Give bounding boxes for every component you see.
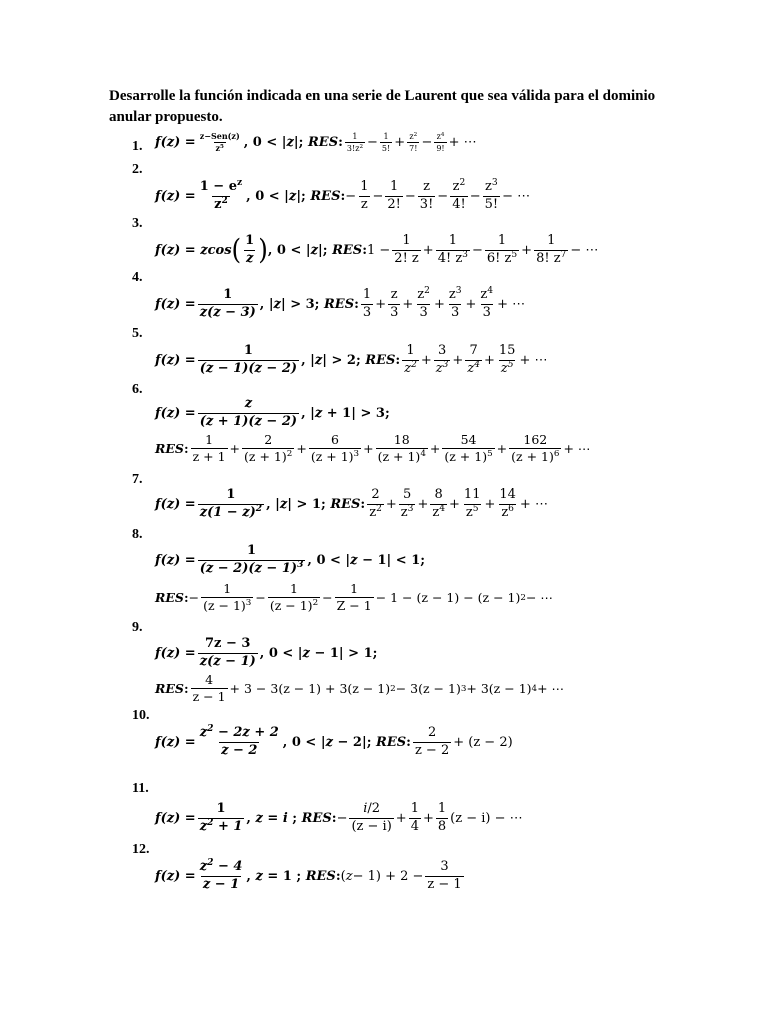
problem-12-equation: f(z) = $\frac{z^2 - 4}{z - 1}$ , z = 1 ; RES: ( z − 1) + 2 − $\frac{3}{z - 1}$ bbox=[155, 857, 462, 892]
problem-5-equation: f(z) = $\frac{1}{(z - 1)(z - 2)}$ , |z| > 2; RES: $\frac{1}{z^2}$ + $\frac{3}{z^3}$ + $\frac{7}{z^4}$ + $\frac{15}{z^5}$ + ⋯ bbox=[155, 343, 548, 376]
item-number: 11. bbox=[132, 781, 149, 796]
problem-6-result: RES : $\frac{1}{z + 1}$ + $\frac{2}{(z + 1)^2}$ + $\frac{6}{(z + 1)^3}$ + $\frac{18}{(z + 1)^4}$ + $\frac{54}{(z + 1)^5}$ + $\frac{162}{(z + 1)^6}$ + ⋯ bbox=[155, 432, 591, 465]
problem-2-equation: f(z) = $\frac{1 - e^z}{z^2}$ , 0 < |z|; RES: − $\frac{1}{z}$ − $\frac{1}{2!}$ − $\frac{z}{3!}$ − $\frac{z^2}{4!}$ − $\frac{z^3}{5!}$ − ⋯ bbox=[155, 177, 531, 212]
problem-7-equation: f(z) = $\frac{1}{z(1 - z)^2}$ , |z| > 1; RES: $\frac{2}{z^2}$ + $\frac{5}{z^3}$ + $\frac{8}{z^4}$ + $\frac{11}{z^5}$ + $\frac{14}{z^6}$ + ⋯ bbox=[155, 487, 548, 520]
item-number: 8. bbox=[132, 527, 143, 542]
item-number: 1. bbox=[132, 139, 143, 154]
problem-11-equation: f(z) = $\frac{1}{z^2 + 1}$ , z = i ; RES: − $\frac{i/2}{(z - i)}$ + $\frac{1}{4}$ + $\frac{1}{8}$ (z − i) − ⋯ bbox=[155, 801, 523, 834]
item-number: 3. bbox=[132, 216, 143, 231]
item-number: 12. bbox=[132, 842, 150, 857]
item-number: 7. bbox=[132, 472, 143, 487]
problem-9-result: RES : $\frac{4}{z - 1}$ + 3 − 3(z − 1) + 3(z − 1) 2 − 3(z − 1) 3 + 3(z − 1) 4 + ⋯ bbox=[155, 672, 565, 705]
item-number: 2. bbox=[132, 162, 143, 177]
problem-4-equation: f(z) = $\frac{1}{z(z - 3)}$ , |z| > 3; RES: $\frac{1}{3}$ + $\frac{z}{3}$ + $\frac{z^2}{3}$ + $\frac{z^3}{3}$ + $\frac{z^4}{3}$ + ⋯ bbox=[155, 286, 526, 320]
problem-1-equation: f(z) = $\frac{\text{z−Sen(z)}}{z^5}$ , 0 < |z|; RES: $\frac{1}{3!z^2}$ − $\frac{1}{5!}$ + $\frac{z^2}{7!}$ − $\frac{z^4}{9!}$ + ⋯ bbox=[155, 131, 477, 154]
problem-3-equation: f(z) = zcos ( $\frac{1}{z}$ ) , 0 < |z|; RES: 1 − $\frac{1}{2! z}$ + $\frac{1}{4! z^3}$ − $\frac{1}{6! z^5}$ + $\frac{1}{8! z^7}$ − ⋯ bbox=[155, 232, 599, 267]
problem-9-equation: f(z) = $\frac{7z - 3}{z(z - 1)}$ , 0 < |z − 1| > 1; bbox=[155, 636, 378, 669]
problem-10-equation: f(z) = $\frac{z^2 - 2z + 2}{z - 2}$ , 0 < |z − 2|; RES: $\frac{2}{z - 2}$ + (z − 2) bbox=[155, 723, 513, 758]
problem-8-equation: f(z) = $\frac{1}{(z - 2)(z - 1)^3}$ , 0 < |z − 1| < 1; bbox=[155, 543, 426, 576]
item-number: 10. bbox=[132, 708, 150, 723]
item-number: 4. bbox=[132, 270, 143, 285]
item-number: 5. bbox=[132, 326, 143, 341]
problem-6-equation: f(z) = $\frac{z}{(z + 1)(z - 2)}$ , |z + 1| > 3; bbox=[155, 396, 390, 429]
item-number: 9. bbox=[132, 620, 143, 635]
item-number: 6. bbox=[132, 382, 143, 397]
instructions-text: Desarrolle la función indicada en una serie de Laurent que sea válida para el dominio anular propuesto. bbox=[109, 88, 656, 125]
problem-8-result: RES : − $\frac{1}{(z - 1)^3}$ − $\frac{1}{(z - 1)^2}$ − $\frac{1}{Z - 1}$ − 1 − (z − 1) − (z − 1) 2 − ⋯ bbox=[155, 581, 553, 614]
